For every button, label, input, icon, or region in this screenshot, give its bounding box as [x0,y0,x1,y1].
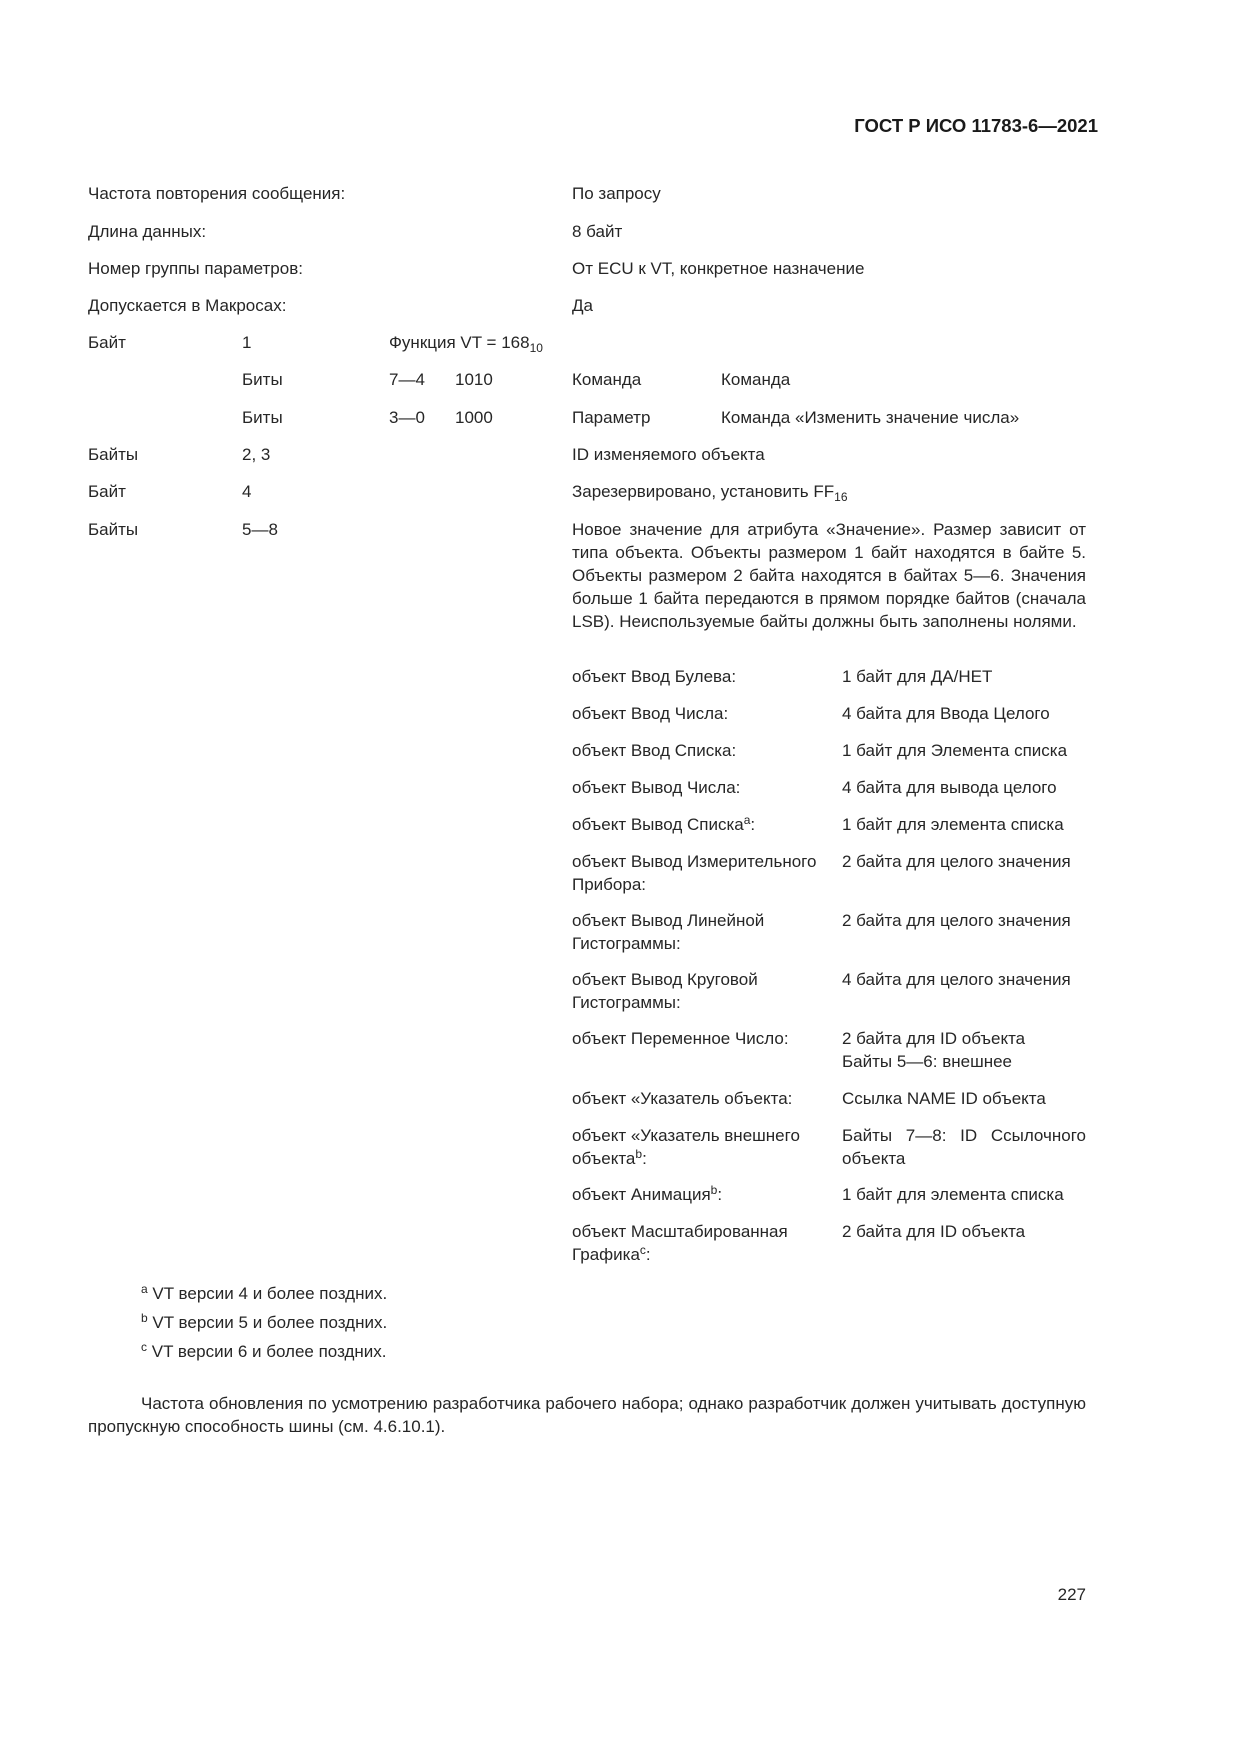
object-size: 1 байт для ДА/НЕТ [842,667,993,686]
byte1-function-sub: 10 [529,341,543,355]
footnote-ref: b [635,1147,643,1161]
bits-b-code: 1000 [455,408,493,427]
object-name: объект «Указатель объекта: [572,1089,793,1108]
bytes58-num: 5—8 [242,520,278,539]
object-name: объект Ввод Булева: [572,667,737,686]
bytes23-kind: Байты [88,445,139,464]
object-name-text: объект Вывод Списка [572,815,744,834]
object-name-text: объект Масштабированная Графика [572,1222,788,1264]
object-name: объект Ввод Числа: [572,704,729,723]
document-title: ГОСТ Р ИСО 11783-6—2021 [854,115,1098,136]
object-name-suffix: : [750,815,756,834]
byte1-function [389,331,543,354]
bytes58-kind: Байты [88,520,139,539]
object-name: объект Вывод Числа: [572,778,741,797]
byte4-desc-sub: 16 [834,490,848,504]
bits-b-desc: Команда «Изменить значение числа» [721,408,1020,427]
object-size: 2 байта для ID объекта [842,1222,1026,1241]
meta-label-length: Длина данных: [88,222,207,241]
footnote-ref: a [743,813,751,827]
footnote [141,1311,387,1334]
object-name [572,813,834,836]
object-name: объект Переменное Число: [572,1029,789,1048]
object-name [572,1183,834,1206]
object-size: 1 байт для Элемента списка [842,741,1068,760]
object-size: 4 байта для целого значения [842,970,1071,989]
object-name-text: объект Анимация [572,1185,711,1204]
object-size: 1 байт для элемента списка [842,815,1064,834]
meta-label-pgn: Номер группы параметров: [88,259,303,278]
byte4-kind: Байт [88,482,126,501]
footnote-ref: b [710,1183,718,1197]
object-name: объект Вывод Круговой Гистограммы: [572,970,758,1012]
meta-value-repetition: По запросу [572,184,661,203]
page-number: 227 [1057,1585,1086,1604]
byte4-num: 4 [242,482,252,501]
meta-label-macros: Допускается в Макросах: [88,296,287,315]
object-size: 1 байт для элемента списка [842,1185,1064,1204]
byte1-kind: Байт [88,333,126,352]
object-size: 2 байта для ID объекта Байты 5—6: внешнее [842,1029,1026,1071]
meta-value-macros: Да [572,296,593,315]
byte1-num: 1 [242,333,252,352]
object-name-suffix: : [642,1149,647,1168]
bits-a-desc: Команда [721,370,791,389]
object-name-suffix: : [717,1185,723,1204]
meta-value-length: 8 байт [572,222,623,241]
object-name [572,1124,834,1170]
footnote-text: VT версии 6 и более поздних. [151,1342,387,1361]
footnote-mark: a [141,1282,148,1296]
bits-b-name: Параметр [572,408,651,427]
bits-a-code: 1010 [455,370,493,389]
footnote [141,1282,387,1305]
byte1-function-text: Функция VT = 168 [389,333,530,352]
footnote-text: VT версии 4 и более поздних. [152,1284,388,1303]
object-name: объект Вывод Линейной Гистограммы: [572,911,765,953]
object-name: объект Ввод Списка: [572,741,737,760]
object-size: 4 байта для вывода целого [842,778,1057,797]
footnote-ref: c [639,1243,646,1257]
footnote-mark: b [141,1311,148,1325]
object-size: Ссылка NAME ID объекта [842,1089,1046,1108]
bytes23-desc: ID изменяемого объекта [572,445,765,464]
bits-b-range: 3—0 [389,408,425,427]
bits-b-kind: Биты [242,408,283,427]
object-name-suffix: : [645,1245,651,1264]
object-size: Байты 7—8: ID Ссылочного объекта [842,1126,1086,1168]
byte4-desc [572,480,848,503]
bytes58-desc: Новое значение для атрибута «Значение». Размер зависит от типа объекта. Объекты размером 1 байт находятся в байте 5. Объекты размером 2 байта находятся в байтах 5—6. Значения больше 1 байта передаются в прямом порядке байтов (сначала LSB). Неиспользуемые байты должны быть заполнены нолями. [572,520,1086,631]
footnote [141,1340,387,1363]
object-name [572,1220,834,1266]
bits-a-kind: Биты [242,370,283,389]
object-size: 4 байта для Ввода Целого [842,704,1050,723]
bits-a-name: Команда [572,370,642,389]
object-name-text: объект «Указатель внешнего объекта [572,1126,800,1168]
byte4-desc-text: Зарезервировано, установить FF [572,482,835,501]
meta-label-repetition: Частота повторения сообщения: [88,184,346,203]
bits-a-range: 7—4 [389,370,425,389]
object-size: 2 байта для целого значения [842,911,1071,930]
footnote-mark: c [141,1340,147,1354]
object-name: объект Вывод Измерительного Прибора: [572,852,817,894]
meta-value-pgn: От ECU к VT, конкретное назначение [572,259,865,278]
object-size: 2 байта для целого значения [842,852,1071,871]
footnote-text: VT версии 5 и более поздних. [152,1313,388,1332]
body-paragraph: Частота обновления по усмотрению разработчика рабочего набора; однако разработчик должен учитывать доступную пропускную способность шины (см. 4.6.10.1). [88,1394,1086,1436]
bytes23-num: 2, 3 [242,445,271,464]
